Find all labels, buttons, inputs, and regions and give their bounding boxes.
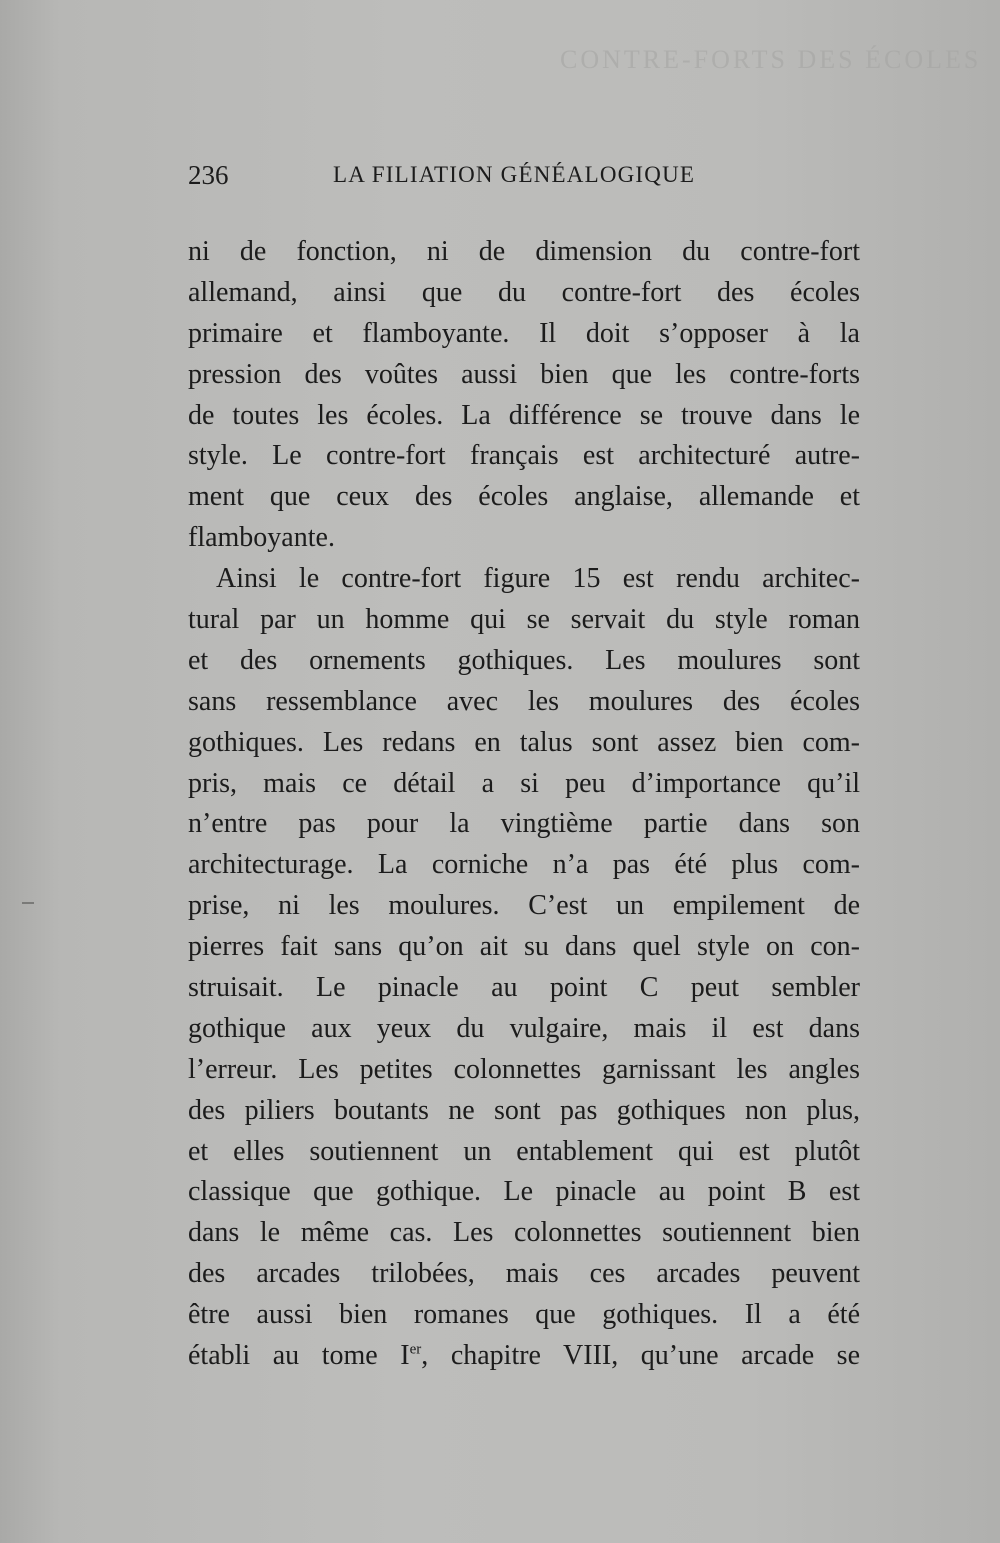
running-title: LA FILIATION GÉNÉALOGIQUE [333, 162, 696, 187]
superscript-er: er [409, 1341, 422, 1358]
text-line-final [188, 1336, 860, 1377]
text-line: Ainsi le contre-fort figure 15 est rendu architec- [216, 563, 860, 595]
text-line: ment que ceux des écoles anglaise, allemande et [188, 481, 860, 513]
text-line: primaire et flamboyante. Il doit s’opposer à la [188, 317, 860, 349]
text-line: des arcades trilobées, mais ces arcades peuvent [188, 1258, 860, 1290]
text-line: classique que gothique. Le pinacle au point B est [188, 1176, 860, 1208]
body-text [188, 232, 860, 1377]
text-line: flamboyante. [188, 522, 335, 554]
text-line: allemand, ainsi que du contre-fort des écoles [188, 276, 860, 308]
text-line: ni de fonction, ni de dimension du contre-fort [188, 236, 860, 267]
text-line: n’entre pas pour la vingtième partie dans son [188, 808, 860, 840]
text-line: pression des voûtes aussi bien que les contre-forts [188, 358, 860, 390]
text-line: et elles soutiennent un entablement qui est plutôt [188, 1135, 860, 1167]
margin-mark [22, 902, 34, 904]
text-line: style. Le contre-fort français est architecturé autre- [188, 440, 860, 472]
text-line: être aussi bien romanes que gothiques. Il a été [188, 1299, 860, 1331]
final-line-start: établi au tome I [188, 1340, 410, 1372]
text-line: de toutes les écoles. La différence se trouve dans le [188, 399, 860, 431]
text-line: architecturage. La corniche n’a pas été plus com- [188, 849, 860, 881]
page-number: 236 [188, 160, 229, 190]
bleed-through-text: CONTRE-FORTS DES ÉCOLES [560, 45, 982, 74]
text-line: struisait. Le pinacle au point C peut sembler [188, 972, 860, 1004]
text-line: l’erreur. Les petites colonnettes garnissant les angles [188, 1053, 860, 1085]
text-line: et des ornements gothiques. Les moulures sont [188, 644, 860, 676]
text-line: dans le même cas. Les colonnettes soutiennent bien [188, 1217, 860, 1249]
text-line: pris, mais ce détail a si peu d’importance qu’il [188, 767, 860, 799]
text-line: tural par un homme qui se servait du style roman [188, 604, 860, 636]
text-line: prise, ni les moulures. C’est un empilement de [188, 890, 860, 922]
text-line: pierres fait sans qu’on ait su dans quel style on con- [188, 931, 860, 963]
text-line: gothique aux yeux du vulgaire, mais il est dans [188, 1012, 860, 1044]
text-line: gothiques. Les redans en talus sont assez bien com- [188, 726, 860, 758]
final-line-end: , chapitre VIII, qu’une arcade se [421, 1340, 861, 1372]
text-line: sans ressemblance avec les moulures des écoles [188, 685, 860, 717]
page-header [188, 160, 860, 200]
text-line: des piliers boutants ne sont pas gothiques non plus, [188, 1094, 860, 1126]
